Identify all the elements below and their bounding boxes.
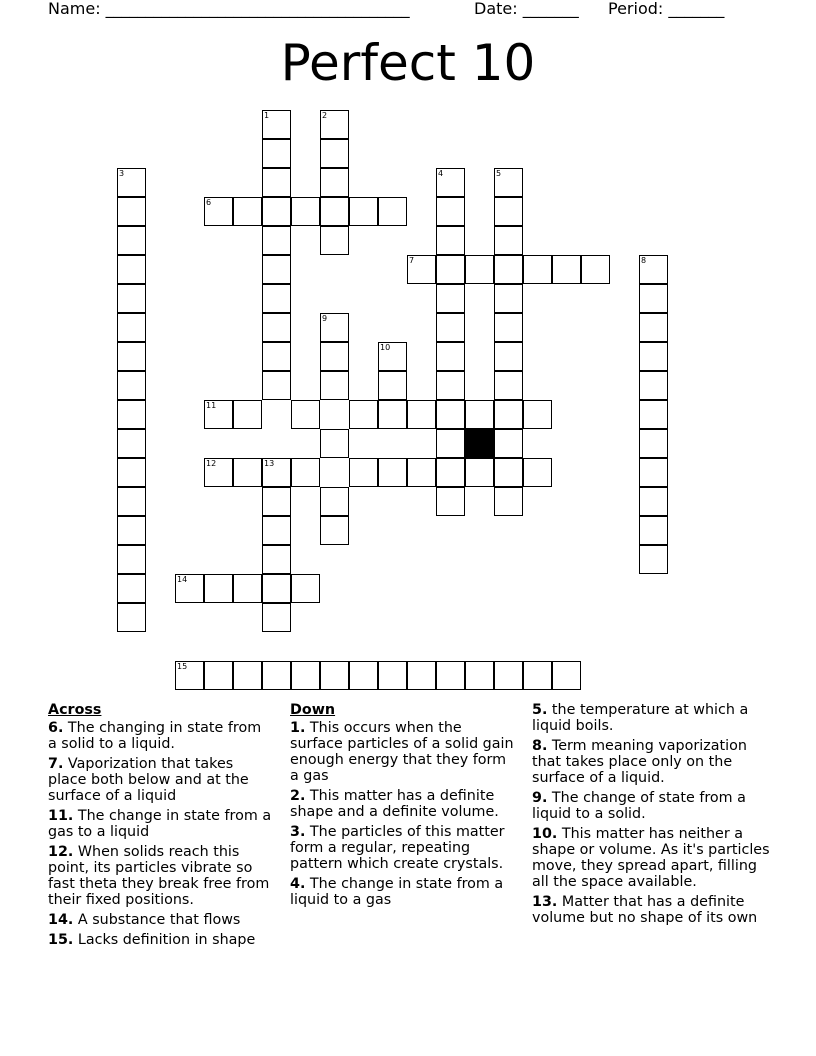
grid-cell[interactable] (465, 458, 494, 487)
grid-cell[interactable] (639, 516, 668, 545)
grid-cell[interactable] (117, 574, 146, 603)
grid-cell[interactable] (436, 661, 465, 690)
grid-cell[interactable] (494, 313, 523, 342)
clue-item (48, 912, 274, 928)
clue-item (48, 844, 274, 908)
grid-cell[interactable] (436, 226, 465, 255)
clue-num: 12. (48, 844, 74, 860)
grid-cell[interactable] (117, 545, 146, 574)
clue-text: The change of state from a liquid to a solid. (532, 790, 746, 822)
clue-num: 8. (532, 738, 548, 754)
clue-number: 13 (264, 459, 275, 468)
grid-cell[interactable] (320, 516, 349, 545)
grid-cell[interactable] (407, 661, 436, 690)
grid-cell[interactable] (262, 226, 291, 255)
clue-num: 3. (290, 824, 306, 840)
grid-cell[interactable] (523, 255, 552, 284)
grid-cell[interactable] (349, 197, 378, 226)
grid-cell[interactable] (320, 342, 349, 371)
grid-cell[interactable] (378, 197, 407, 226)
clue-num: 15. (48, 932, 74, 948)
grid-cell[interactable] (117, 255, 146, 284)
grid-cell[interactable] (262, 110, 291, 139)
grid-cell[interactable] (436, 284, 465, 313)
grid-cell[interactable] (407, 255, 436, 284)
grid-cell[interactable] (262, 661, 291, 690)
grid-cell[interactable] (494, 371, 523, 400)
grid-cell[interactable] (262, 545, 291, 574)
grid-cell[interactable] (233, 400, 262, 429)
clue-item (290, 720, 516, 784)
grid-cell[interactable] (494, 400, 523, 429)
grid-cell[interactable] (436, 168, 465, 197)
grid-cell[interactable] (175, 574, 204, 603)
grid-cell[interactable] (378, 661, 407, 690)
grid-cell[interactable] (639, 255, 668, 284)
period-field[interactable]: Period: _______ (608, 0, 725, 18)
grid-cell[interactable] (291, 400, 320, 429)
grid-cell[interactable] (262, 342, 291, 371)
clue-text: The change in state from a liquid to a gas (290, 876, 504, 908)
grid-cell[interactable] (117, 516, 146, 545)
grid-cell[interactable] (320, 197, 349, 226)
grid-cell[interactable] (233, 458, 262, 487)
grid-cell[interactable] (233, 574, 262, 603)
puzzle-title: Perfect 10 (280, 34, 536, 92)
clue-num: 11. (48, 808, 74, 824)
grid-cell[interactable] (436, 342, 465, 371)
grid-cell[interactable] (494, 342, 523, 371)
clue-number: 10 (380, 343, 391, 352)
clue-text: Vaporization that takes place both below and at the surface of a liquid (48, 756, 249, 804)
grid-cell[interactable] (639, 487, 668, 516)
grid-cell[interactable] (117, 487, 146, 516)
grid-cell[interactable] (436, 400, 465, 429)
clue-text: Term meaning vaporization that takes place only on the surface of a liquid. (532, 738, 747, 786)
grid-cell[interactable] (639, 429, 668, 458)
grid-cell[interactable] (117, 429, 146, 458)
clue-number: 9 (322, 314, 328, 323)
clue-number: 3 (119, 169, 125, 178)
grid-cell[interactable] (117, 168, 146, 197)
grid-cell[interactable] (639, 284, 668, 313)
grid-cell[interactable] (204, 400, 233, 429)
clue-number: 2 (322, 111, 328, 120)
grid-cell[interactable] (262, 574, 291, 603)
grid-cell[interactable] (262, 516, 291, 545)
grid-cell[interactable] (523, 458, 552, 487)
grid-cell[interactable] (262, 487, 291, 516)
clue-number: 11 (206, 401, 217, 410)
clue-item (290, 876, 516, 908)
grid-cell[interactable] (436, 487, 465, 516)
clue-text: The changing in state from a solid to a liquid. (48, 720, 262, 752)
grid-cell[interactable] (291, 197, 320, 226)
grid-cell[interactable] (117, 603, 146, 632)
grid-cell[interactable] (320, 429, 349, 458)
grid-cell[interactable] (320, 313, 349, 342)
grid-cell[interactable] (320, 226, 349, 255)
grid-cell[interactable] (494, 661, 523, 690)
clue-number: 12 (206, 459, 217, 468)
grid-cell[interactable] (204, 661, 233, 690)
grid-cell[interactable] (494, 197, 523, 226)
clue-item (532, 702, 772, 734)
grid-cell[interactable] (262, 284, 291, 313)
grid-cell[interactable] (117, 342, 146, 371)
down-clues (290, 702, 516, 912)
grid-cell[interactable] (436, 371, 465, 400)
clue-number: 4 (438, 169, 444, 178)
clue-number: 7 (409, 256, 415, 265)
grid-cell[interactable] (117, 284, 146, 313)
grid-cell[interactable] (262, 313, 291, 342)
grid-cell[interactable] (262, 371, 291, 400)
down-clues-continued (532, 702, 772, 930)
grid-cell[interactable] (436, 197, 465, 226)
clue-item (48, 756, 274, 804)
grid-cell[interactable] (639, 400, 668, 429)
grid-cell[interactable] (436, 458, 465, 487)
clue-number: 15 (177, 662, 188, 671)
grid-cell[interactable] (262, 603, 291, 632)
clue-item (532, 738, 772, 786)
grid-cell[interactable] (291, 458, 320, 487)
clue-num: 1. (290, 720, 306, 736)
clue-number: 14 (177, 575, 188, 584)
grid-cell[interactable] (436, 313, 465, 342)
clue-text: Matter that has a definite volume but no shape of its own (532, 894, 758, 926)
clue-text: the temperature at which a liquid boils. (532, 702, 749, 734)
grid-cell[interactable] (204, 458, 233, 487)
grid-cell[interactable] (204, 197, 233, 226)
clue-item (48, 720, 274, 752)
grid-cell[interactable] (494, 487, 523, 516)
grid-cell[interactable] (320, 139, 349, 168)
grid-cell[interactable] (320, 168, 349, 197)
grid-cell[interactable] (378, 458, 407, 487)
grid-cell[interactable] (117, 400, 146, 429)
grid-cell[interactable] (320, 110, 349, 139)
grid-cell[interactable] (639, 371, 668, 400)
grid-cell[interactable] (407, 458, 436, 487)
clue-item (290, 788, 516, 820)
grid-cell[interactable] (349, 661, 378, 690)
grid-cell[interactable] (465, 400, 494, 429)
grid-cell[interactable] (117, 197, 146, 226)
grid-cell[interactable] (233, 197, 262, 226)
clue-text: The change in state from a gas to a liquid (48, 808, 272, 840)
clue-text: When solids reach this point, its particles vibrate so fast theta they break free from their fixed positions. (48, 844, 270, 908)
clue-num: 2. (290, 788, 306, 804)
grid-cell[interactable] (117, 226, 146, 255)
grid-cell[interactable] (117, 458, 146, 487)
clue-num: 5. (532, 702, 548, 718)
down-heading: Down (290, 702, 336, 718)
grid-cell[interactable] (117, 313, 146, 342)
grid-cell[interactable] (291, 574, 320, 603)
grid-cell[interactable] (494, 168, 523, 197)
clue-text: The particles of this matter form a regular, repeating pattern which create crystals. (290, 824, 505, 872)
grid-cell[interactable] (465, 661, 494, 690)
clue-num: 10. (532, 826, 558, 842)
grid-cell[interactable] (320, 661, 349, 690)
grid-cell[interactable] (436, 255, 465, 284)
grid-cell[interactable] (320, 487, 349, 516)
grid-cell[interactable] (523, 400, 552, 429)
grid-cell[interactable] (465, 255, 494, 284)
clue-item (290, 824, 516, 872)
clue-text: A substance that flows (73, 912, 241, 928)
clue-num: 9. (532, 790, 548, 806)
clue-number: 6 (206, 198, 212, 207)
grid-cell[interactable] (494, 255, 523, 284)
grid-cell[interactable] (494, 458, 523, 487)
clue-num: 6. (48, 720, 64, 736)
grid-cell[interactable] (291, 661, 320, 690)
grid-cell[interactable] (349, 400, 378, 429)
grid-cell[interactable] (378, 342, 407, 371)
grid-cell[interactable] (233, 661, 262, 690)
clue-number: 1 (264, 111, 270, 120)
grid-cell[interactable] (436, 429, 465, 458)
grid-cell[interactable] (117, 371, 146, 400)
grid-cell[interactable] (262, 197, 291, 226)
across-heading: Across (48, 702, 102, 718)
grid-cell[interactable] (320, 371, 349, 400)
grid-cell[interactable] (581, 255, 610, 284)
grid-cell[interactable] (262, 139, 291, 168)
grid-cell[interactable] (262, 255, 291, 284)
clue-item (532, 826, 772, 890)
clue-number: 5 (496, 169, 502, 178)
grid-cell[interactable] (639, 458, 668, 487)
grid-cell[interactable] (552, 255, 581, 284)
clue-text: Lacks definition in shape (73, 932, 256, 948)
grid-cell[interactable] (204, 574, 233, 603)
clue-num: 13. (532, 894, 558, 910)
grid-cell[interactable] (175, 661, 204, 690)
grid-cell[interactable] (523, 661, 552, 690)
grid-cell[interactable] (407, 400, 436, 429)
black-cell (465, 429, 494, 458)
clue-item (532, 790, 772, 822)
grid-cell[interactable] (639, 313, 668, 342)
clue-num: 7. (48, 756, 64, 772)
grid-cell[interactable] (378, 371, 407, 400)
clue-item (532, 894, 772, 926)
clue-num: 14. (48, 912, 74, 928)
clue-text: This matter has a definite shape and a definite volume. (290, 788, 499, 820)
grid-cell[interactable] (262, 168, 291, 197)
clue-text: This occurs when the surface particles of a solid gain enough energy that they form a gas (290, 720, 514, 784)
grid-cell[interactable] (494, 429, 523, 458)
across-clues (48, 702, 274, 952)
clue-item (48, 808, 274, 840)
grid-cell[interactable] (494, 284, 523, 313)
grid-cell[interactable] (494, 226, 523, 255)
clue-text: This matter has neither a shape or volume. As it's particles move, they spread apart, filling all the space available. (532, 826, 770, 890)
grid-cell[interactable] (262, 458, 291, 487)
name-field[interactable]: Name: ______________________________________ (48, 0, 410, 18)
grid-cell[interactable] (639, 545, 668, 574)
clue-number: 8 (641, 256, 647, 265)
clue-num: 4. (290, 876, 306, 892)
grid-cell[interactable] (349, 458, 378, 487)
grid-cell[interactable] (552, 661, 581, 690)
date-field[interactable]: Date: _______ (474, 0, 579, 18)
grid-cell[interactable] (639, 342, 668, 371)
grid-cell[interactable] (378, 400, 407, 429)
clue-item (48, 932, 274, 948)
